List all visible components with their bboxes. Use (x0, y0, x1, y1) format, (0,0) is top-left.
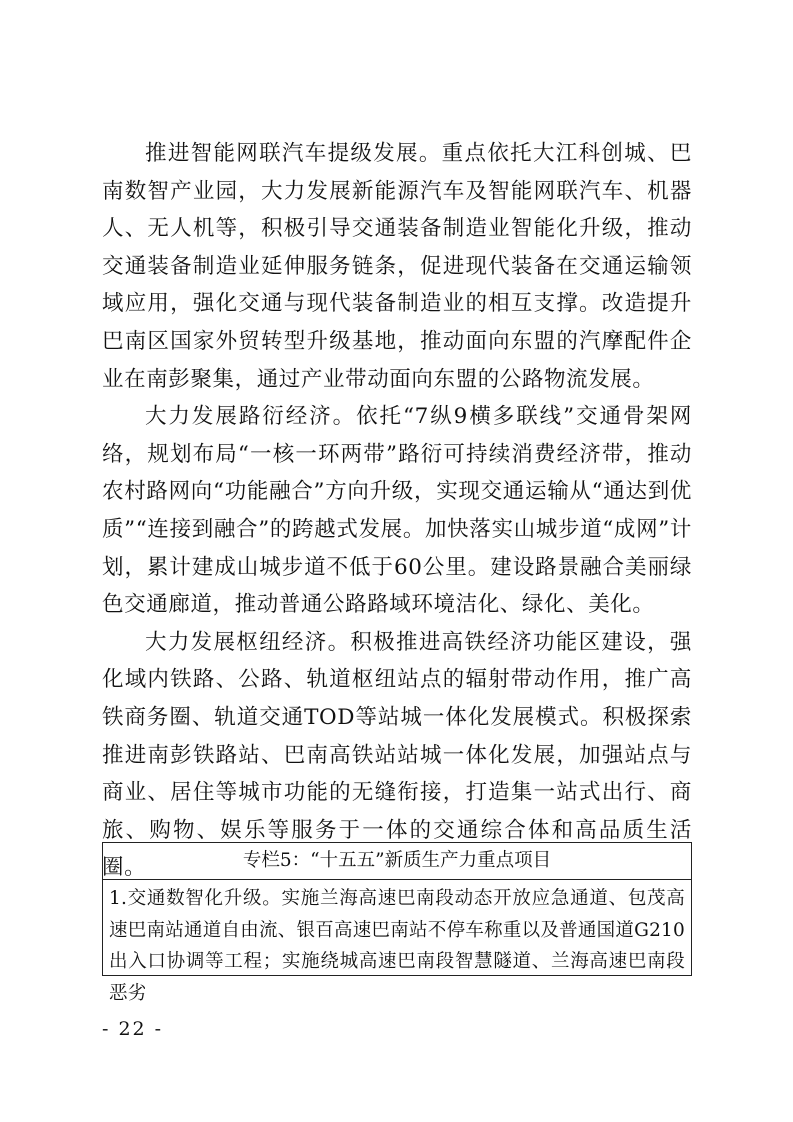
document-body (102, 135, 692, 887)
project-column-title: 专栏5：“十五五”新质生产力重点项目 (103, 843, 691, 880)
project-column-box (102, 842, 692, 1004)
paragraph-road-economy: 大力发展路衍经济。依托“7纵9横多联线”交通骨架网络，规划布局“一核一环两带”路衍可持续消费经济带，推动农村路网向“功能融合”方向升级，实现交通运输从“通达到优质”“连接到融合”的跨越式发展。加快落实山城步道“成网”计划，累计建成山城步道不低于60公里。建设路景融合美丽绿色交通廊道，推动普通公路路域环境洁化、绿化、美化。 (102, 404, 692, 618)
paragraph-intelligent-vehicles: 推进智能网联汽车提级发展。重点依托大江科创城、巴南数智产业园，大力发展新能源汽车及智能网联汽车、机器人、无人机等，积极引导交通装备制造业智能化升级，推动交通装备制造业延伸服务链条，促进现代装备在交通运输领域应用，强化交通与现代装备制造业的相互支撑。改造提升巴南区国家外贸转型升级基地，推动面向东盟的汽摩配件企业在南彭聚集，通过产业带动面向东盟的公路物流发展。 (102, 141, 692, 392)
page-number: - 22 - (102, 1018, 164, 1040)
project-column-body: 1.交通数智化升级。实施兰海高速巴南段动态开放应急通道、包茂高速巴南站通道自由流、银百高速巴南站不停车称重以及普通国道G210出入口协调等工程；实施绕城高速巴南段智慧隧道、兰海高速巴南段恶劣 (109, 888, 685, 1004)
paragraph-hub-economy: 大力发展枢纽经济。积极推进高铁经济功能区建设，强化域内铁路、公路、轨道枢纽站点的辐射带动作用，推广高铁商务圈、轨道交通TOD等站城一体化发展模式。积极探索推进南彭铁路站、巴南高铁站站城一体化发展，加强站点与商业、居住等城市功能的无缝衔接，打造集一站式出行、商旅、购物、娱乐等服务于一体的交通综合体和高品质生活圈。 (102, 629, 692, 881)
